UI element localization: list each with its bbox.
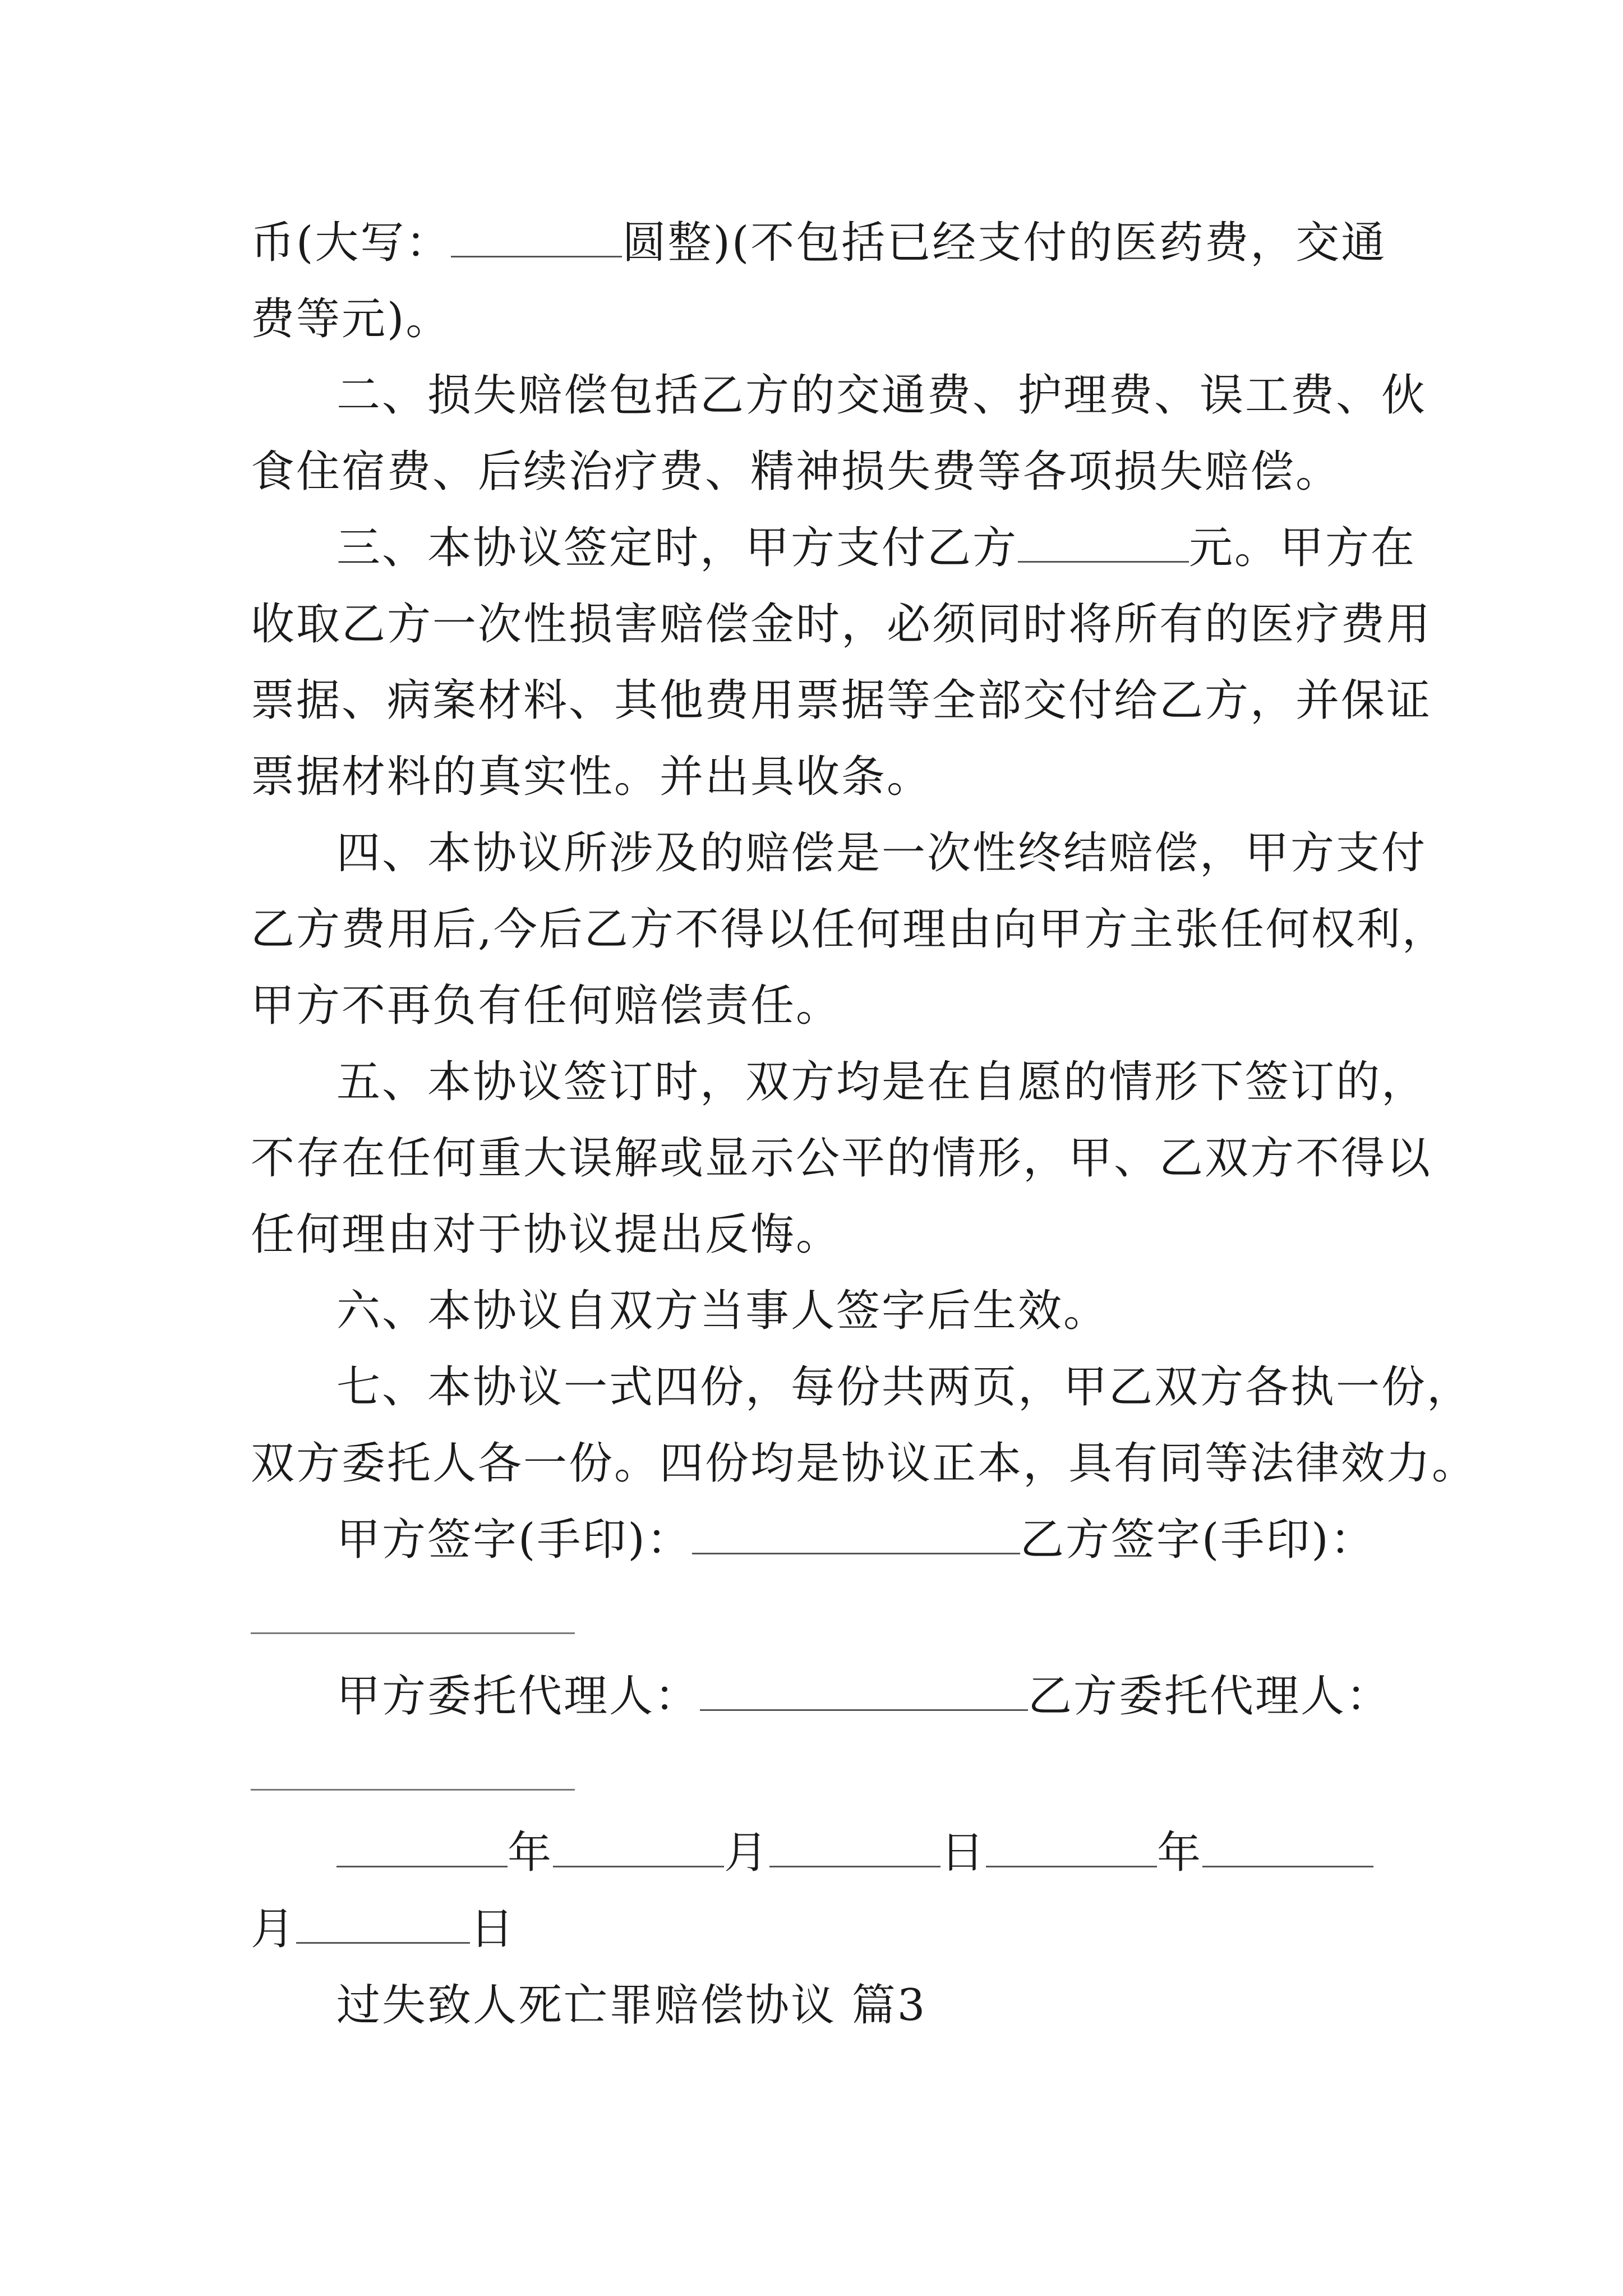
clause-7-line: 七、本协议一式四份，每份共两页，甲乙双方各执一份， bbox=[336, 1362, 1473, 1412]
party-a-agent-label: 甲方委托代理人： bbox=[336, 1671, 700, 1722]
day-label: 日 bbox=[940, 1828, 986, 1878]
clause-5-line: 五、本协议签订时，双方均是在自愿的情形下签订的， bbox=[336, 1057, 1427, 1107]
blank-amount-field[interactable] bbox=[451, 217, 622, 257]
text-line bbox=[251, 215, 1389, 271]
party-a-signature-field[interactable] bbox=[692, 1513, 1020, 1554]
text-line: 收取乙方一次性损害赔偿金时，必须同时将所有的医疗费用 bbox=[251, 599, 1432, 650]
signature-line bbox=[336, 1512, 1389, 1568]
clause-2-line: 二、损失赔偿包括乙方的交通费、护理费、误工费、伙 bbox=[336, 370, 1427, 421]
date-line bbox=[336, 1825, 1389, 1881]
month-field[interactable] bbox=[1202, 1826, 1373, 1867]
text-segment: 三、本协议签定时，甲方支付乙方 bbox=[336, 523, 1018, 573]
party-b-signature-field[interactable] bbox=[251, 1632, 575, 1634]
party-a-agent-field[interactable] bbox=[700, 1670, 1028, 1711]
text-line: 不存在任何重大误解或显示公平的情形，甲、乙双方不得以 bbox=[251, 1133, 1432, 1184]
text-segment: 元。甲方在 bbox=[1189, 523, 1417, 573]
day-field[interactable] bbox=[769, 1826, 940, 1867]
text-segment: 币(大写： bbox=[251, 218, 451, 268]
year-label: 年 bbox=[1157, 1828, 1203, 1878]
section-title: 过失致人死亡罪赔偿协议 篇3 bbox=[336, 1980, 927, 2031]
text-line: 食住宿费、后续治疗费、精神损失费等各项损失赔偿。 bbox=[251, 447, 1341, 497]
party-a-signature-label: 甲方签字(手印)： bbox=[336, 1515, 692, 1565]
party-b-agent-field[interactable] bbox=[251, 1789, 575, 1791]
text-segment: 圆整)(不包括已经支付的医药费，交通 bbox=[622, 218, 1387, 268]
date-line bbox=[251, 1901, 1389, 1957]
blank-payment-field[interactable] bbox=[1018, 522, 1189, 563]
month-label: 月 bbox=[724, 1828, 770, 1878]
agent-line bbox=[336, 1668, 1392, 1724]
year-field[interactable] bbox=[336, 1826, 508, 1867]
year-label: 年 bbox=[508, 1828, 554, 1878]
month-label: 月 bbox=[251, 1904, 297, 1954]
party-b-signature-label: 乙方签字(手印)： bbox=[1020, 1515, 1376, 1565]
year-field[interactable] bbox=[986, 1826, 1157, 1867]
text-line: 票据材料的真实性。并出具收条。 bbox=[251, 752, 933, 802]
clause-6-line: 六、本协议自双方当事人签字后生效。 bbox=[336, 1286, 1109, 1336]
text-line: 费等元)。 bbox=[251, 294, 451, 344]
clause-4-line: 四、本协议所涉及的赔偿是一次性终结赔偿，甲方支付 bbox=[336, 828, 1427, 878]
clause-3-line bbox=[336, 520, 1417, 576]
text-line: 乙方费用后,今后乙方不得以任何理由向甲方主张任何权利， bbox=[251, 904, 1447, 955]
day-field[interactable] bbox=[296, 1903, 470, 1944]
text-line: 双方委托人各一份。四份均是协议正本，具有同等法律效力。 bbox=[251, 1438, 1478, 1489]
day-label: 日 bbox=[470, 1904, 516, 1954]
month-field[interactable] bbox=[553, 1826, 724, 1867]
text-line: 甲方不再负有任何赔偿责任。 bbox=[251, 981, 842, 1031]
party-b-agent-label: 乙方委托代理人： bbox=[1028, 1671, 1392, 1722]
text-line: 票据、病案材料、其他费用票据等全部交付给乙方，并保证 bbox=[251, 675, 1432, 726]
text-line: 任何理由对于协议提出反悔。 bbox=[251, 1209, 842, 1260]
